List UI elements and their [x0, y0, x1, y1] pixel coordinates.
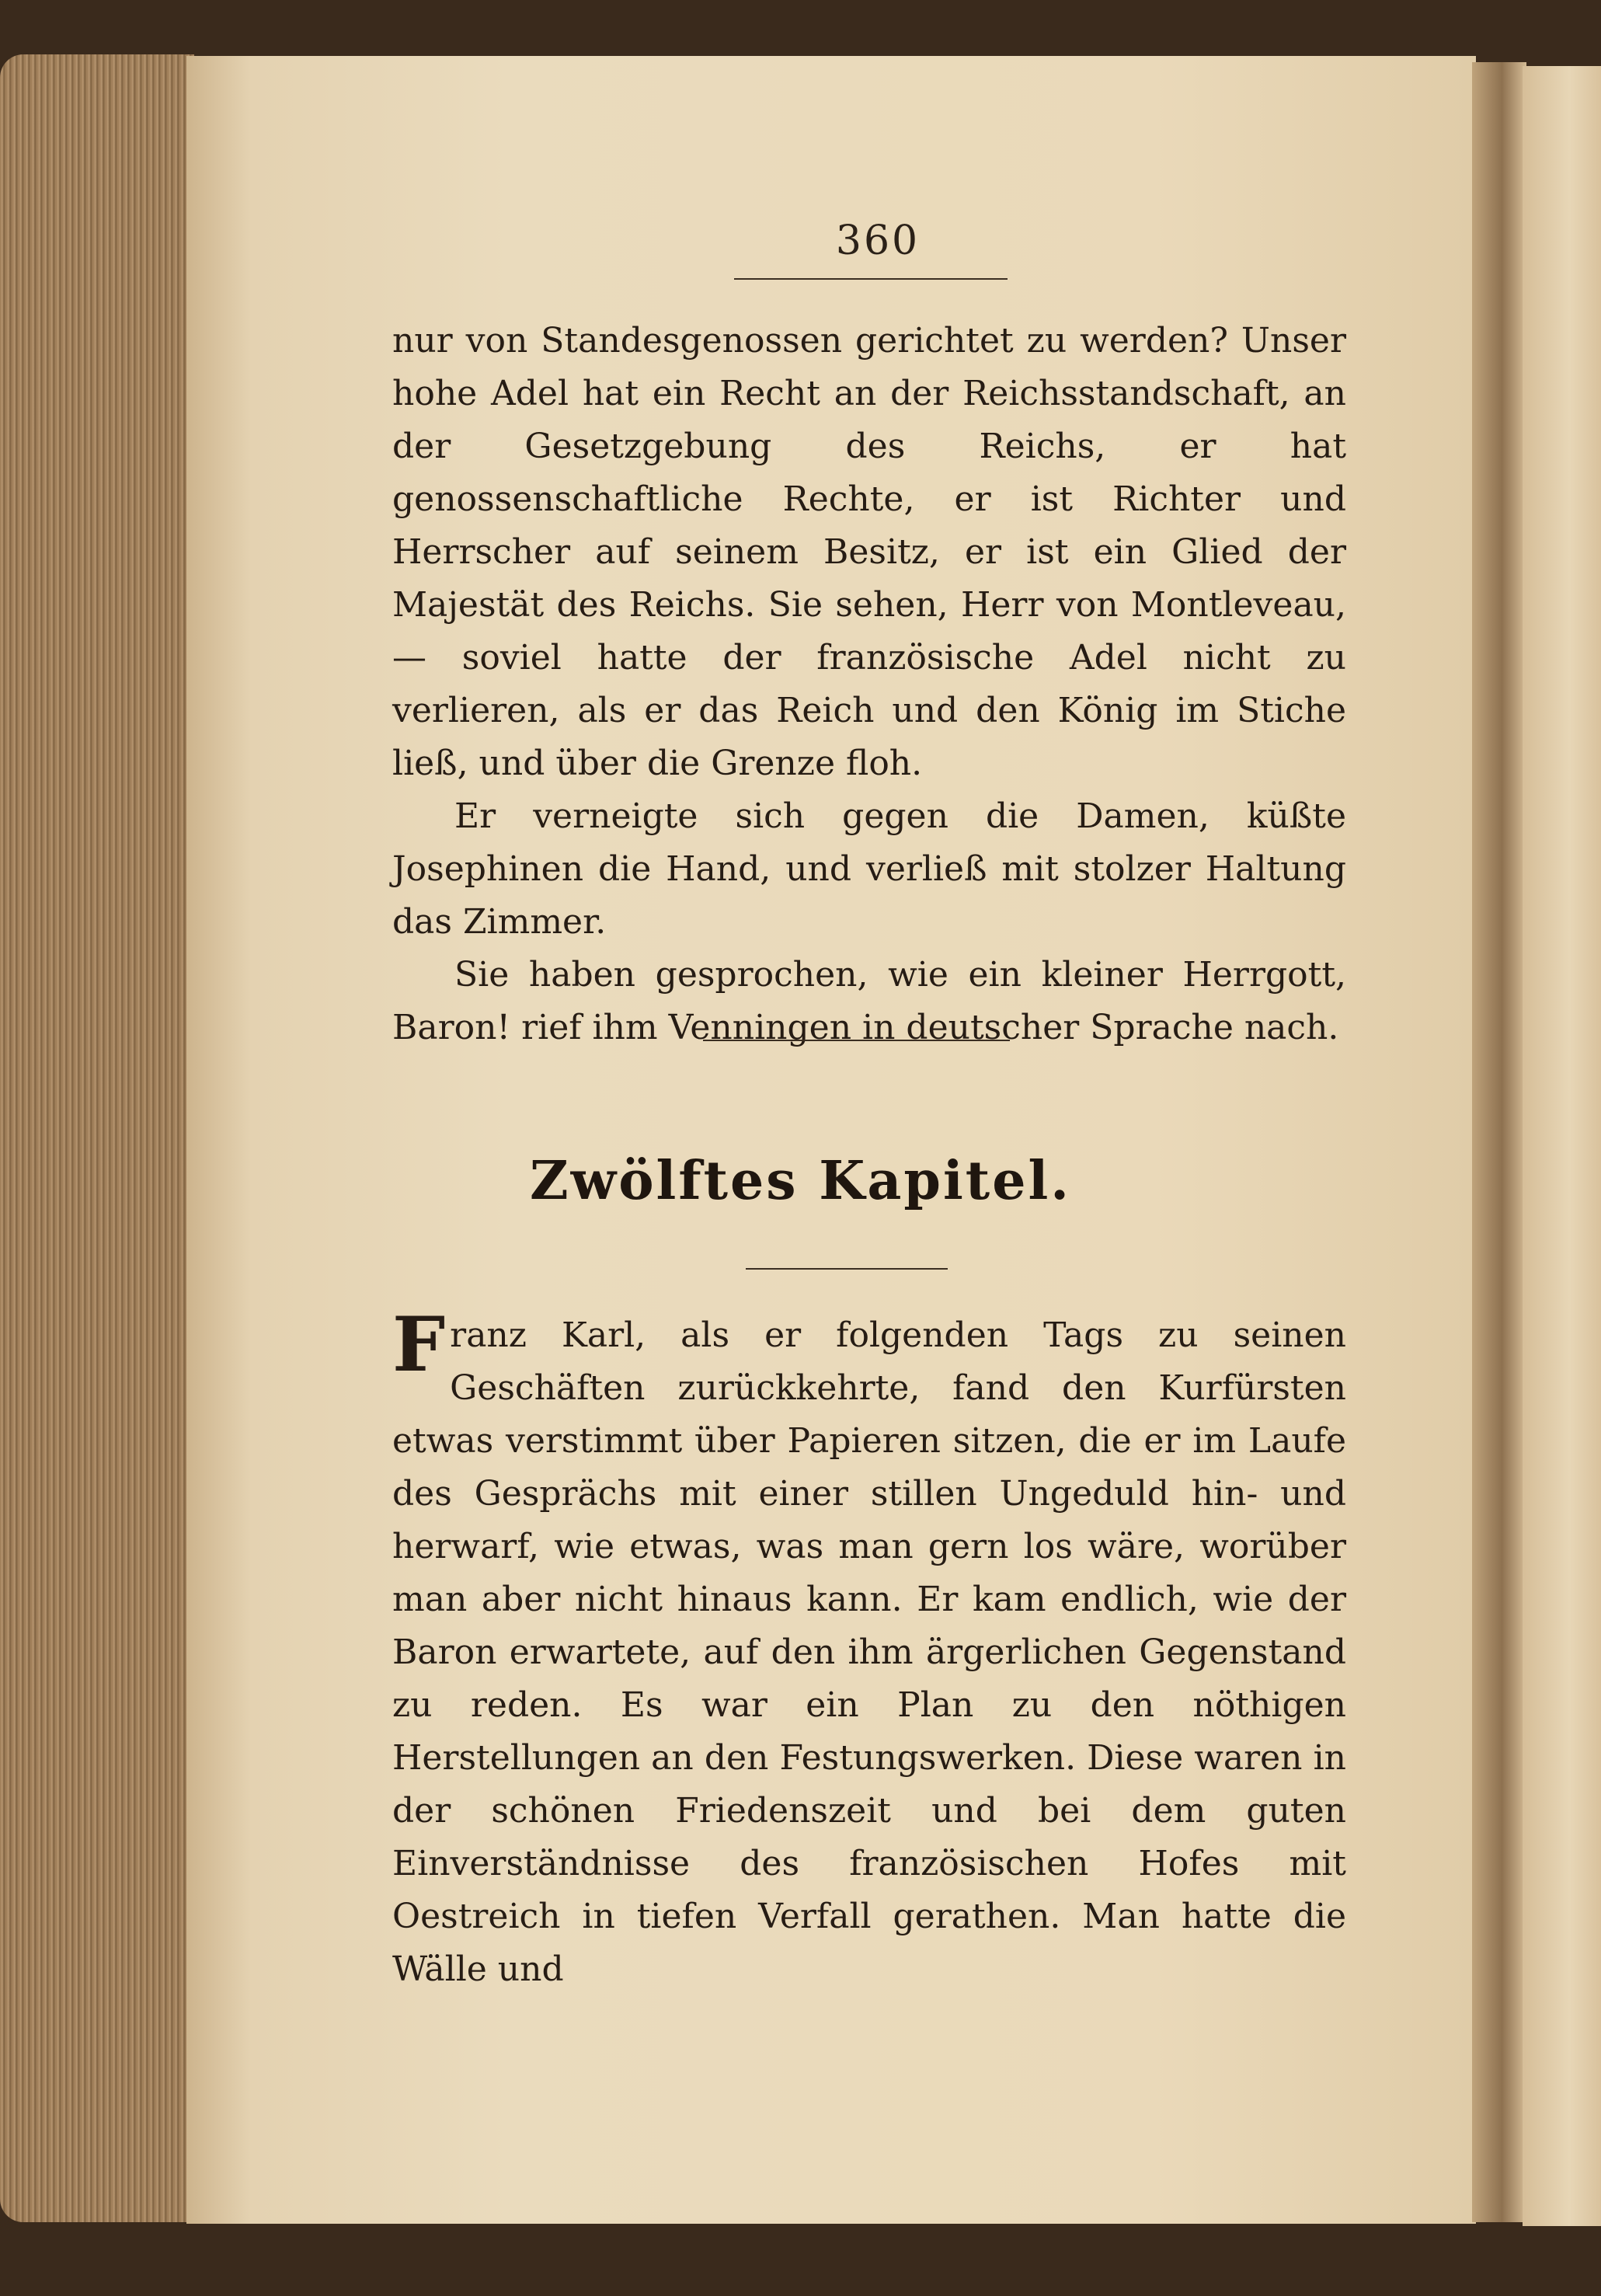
paragraph-continued: nur von Standesgenossen gerichtet zu werden? Unser hohe Adel hat ein Recht an der Reichsstandschaft, an der Gesetzgebung des Reichs, er hat genossenschaftliche Rechte, er ist Richter und Herrscher auf seinem Besitz, er ist ein Glied der Majestät des Reichs. Sie sehen, Herr von Montleveau, — soviel hatte der französische Adel nicht zu verlieren, als er das Reich und den König im Stiche ließ, und über die Grenze floh.: [392, 321, 1346, 783]
paragraph: Er verneigte sich gegen die Damen, küßte Josephinen die Hand, und verließ mit stolzer Haltung das Zimmer.: [392, 796, 1346, 942]
text-block-top: [392, 315, 1346, 1054]
facing-page-edge: [1523, 66, 1601, 2226]
chapter-first-paragraph-text: ranz Karl, als er folgenden Tags zu seinen Geschäften zurückkehrte, fand den Kurfürsten etwas verstimmt über Papieren sitzen, die er im Laufe des Gesprächs mit einer stillen Ungeduld hin- und herwarf, wie etwas, was man gern los wäre, worüber man aber nicht hinaus kann. Er kam endlich, wie der Baron erwartete, auf den ihm ärgerlichen Gegenstand zu reden. Es war ein Plan zu den nöthigen Herstellungen an den Festungswerken. Diese waren in der schönen Friedenszeit und bei dem guten Einverständnisse des französischen Hofes mit Oestreich in tiefen Verfall gerathen. Man hatte die Wälle und: [392, 1315, 1346, 1989]
paragraph: Sie haben gesprochen, wie ein kleiner Herrgott, Baron! rief ihm Venningen in deutscher Sprache nach.: [392, 955, 1346, 1047]
chapter-title: Zwölftes Kapitel.: [530, 1150, 1071, 1212]
chapter-first-paragraph: [392, 1301, 1346, 1996]
page-number: 360: [835, 218, 921, 264]
page-edges: [0, 54, 194, 2222]
section-divider: [703, 1040, 1010, 1041]
book-gutter: [1472, 62, 1526, 2222]
header-rule: [734, 278, 1008, 280]
text-block-chapter: [392, 1301, 1346, 1996]
drop-cap: F: [392, 1301, 446, 1388]
chapter-rule: [746, 1268, 948, 1270]
